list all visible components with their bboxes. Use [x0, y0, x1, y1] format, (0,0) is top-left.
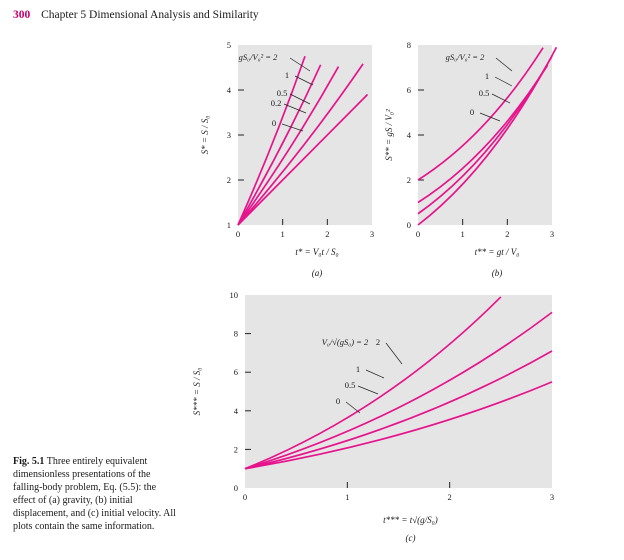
y-tick-label: 0	[406, 220, 411, 230]
series-label-0.5: 0.5	[478, 88, 490, 98]
x-tick-label: 3	[549, 229, 555, 239]
y-axis-label: S*** = S / S₀	[192, 367, 202, 416]
y-tick-label: 4	[226, 85, 231, 95]
x-tick-label: 0	[415, 229, 421, 239]
chart-caption-a: (a)	[311, 268, 323, 278]
series-label-0.5: 0.5	[276, 88, 288, 98]
chart-caption-c: (c)	[405, 533, 416, 543]
series-label-0.2: 0.2	[270, 98, 282, 108]
x-tick-label: 2	[447, 492, 452, 502]
y-tick-label: 6	[233, 367, 238, 378]
page-number: 300	[13, 9, 31, 21]
y-tick-label: 2	[233, 444, 238, 455]
y-tick-label: 4	[406, 130, 411, 140]
x-tick-label: 1	[460, 229, 465, 239]
y-tick-label: 2	[226, 175, 231, 185]
x-tick-label: 0	[235, 229, 241, 239]
figure-caption	[13, 455, 178, 533]
y-tick-label: 5	[226, 40, 231, 50]
chart-caption-b: (b)	[491, 268, 503, 278]
x-tick-label: 3	[369, 229, 375, 239]
y-tick-label: 3	[226, 130, 231, 140]
y-tick-label: 4	[233, 405, 238, 416]
series-label-2: 2	[375, 337, 381, 347]
plot-panel-c	[245, 295, 552, 488]
chapter-title: Chapter 5 Dimensional Analysis and Similarity	[41, 9, 259, 21]
x-tick-label: 2	[325, 229, 330, 239]
y-axis-label: S* = S / S₀	[200, 115, 210, 155]
series-label-1: 1	[355, 364, 361, 374]
caption-fig-label: Fig. 5.1	[13, 456, 45, 467]
caption-text: Three entirely equivalent dimensionless presentations of the falling-body problem, Eq. (5.5): the effect of (a) gravity, (b) initial displacement, and (c) initial velocity. All plots contain the same information.	[13, 456, 176, 532]
param-label: gS₀/V₀² = 2	[445, 52, 485, 62]
param-label: V₀/√(gS₀) = 2	[321, 337, 369, 347]
y-tick-label: 6	[406, 85, 411, 95]
x-tick-label: 2	[505, 229, 510, 239]
y-tick-label: 8	[406, 40, 411, 50]
y-tick-label: 2	[406, 175, 411, 185]
param-label: gS₀/V₀² = 2	[238, 52, 278, 62]
x-axis-label: t* = V₀t / S₀	[295, 247, 339, 257]
y-tick-label: 10	[229, 290, 238, 300]
x-tick-label: 0	[242, 492, 248, 502]
y-tick-label: 8	[233, 328, 238, 339]
plot-panel-a	[238, 45, 372, 225]
y-tick-label: 1	[226, 220, 231, 230]
series-label-1: 1	[484, 71, 490, 81]
series-label-0.5: 0.5	[344, 380, 356, 390]
x-tick-label: 1	[345, 492, 350, 502]
series-label-0: 0	[335, 396, 341, 406]
x-axis-label: t*** = t√(g/S₀)	[383, 515, 438, 525]
series-label-0: 0	[271, 118, 277, 128]
series-label-0: 0	[469, 107, 475, 117]
x-tick-label: 1	[280, 229, 285, 239]
x-tick-label: 3	[549, 492, 555, 502]
series-label-1: 1	[284, 70, 290, 80]
x-axis-label: t** = gt / V₀	[474, 247, 520, 257]
y-tick-label: 0	[233, 483, 238, 493]
y-axis-label: S** = gS / V₀²	[384, 109, 394, 161]
